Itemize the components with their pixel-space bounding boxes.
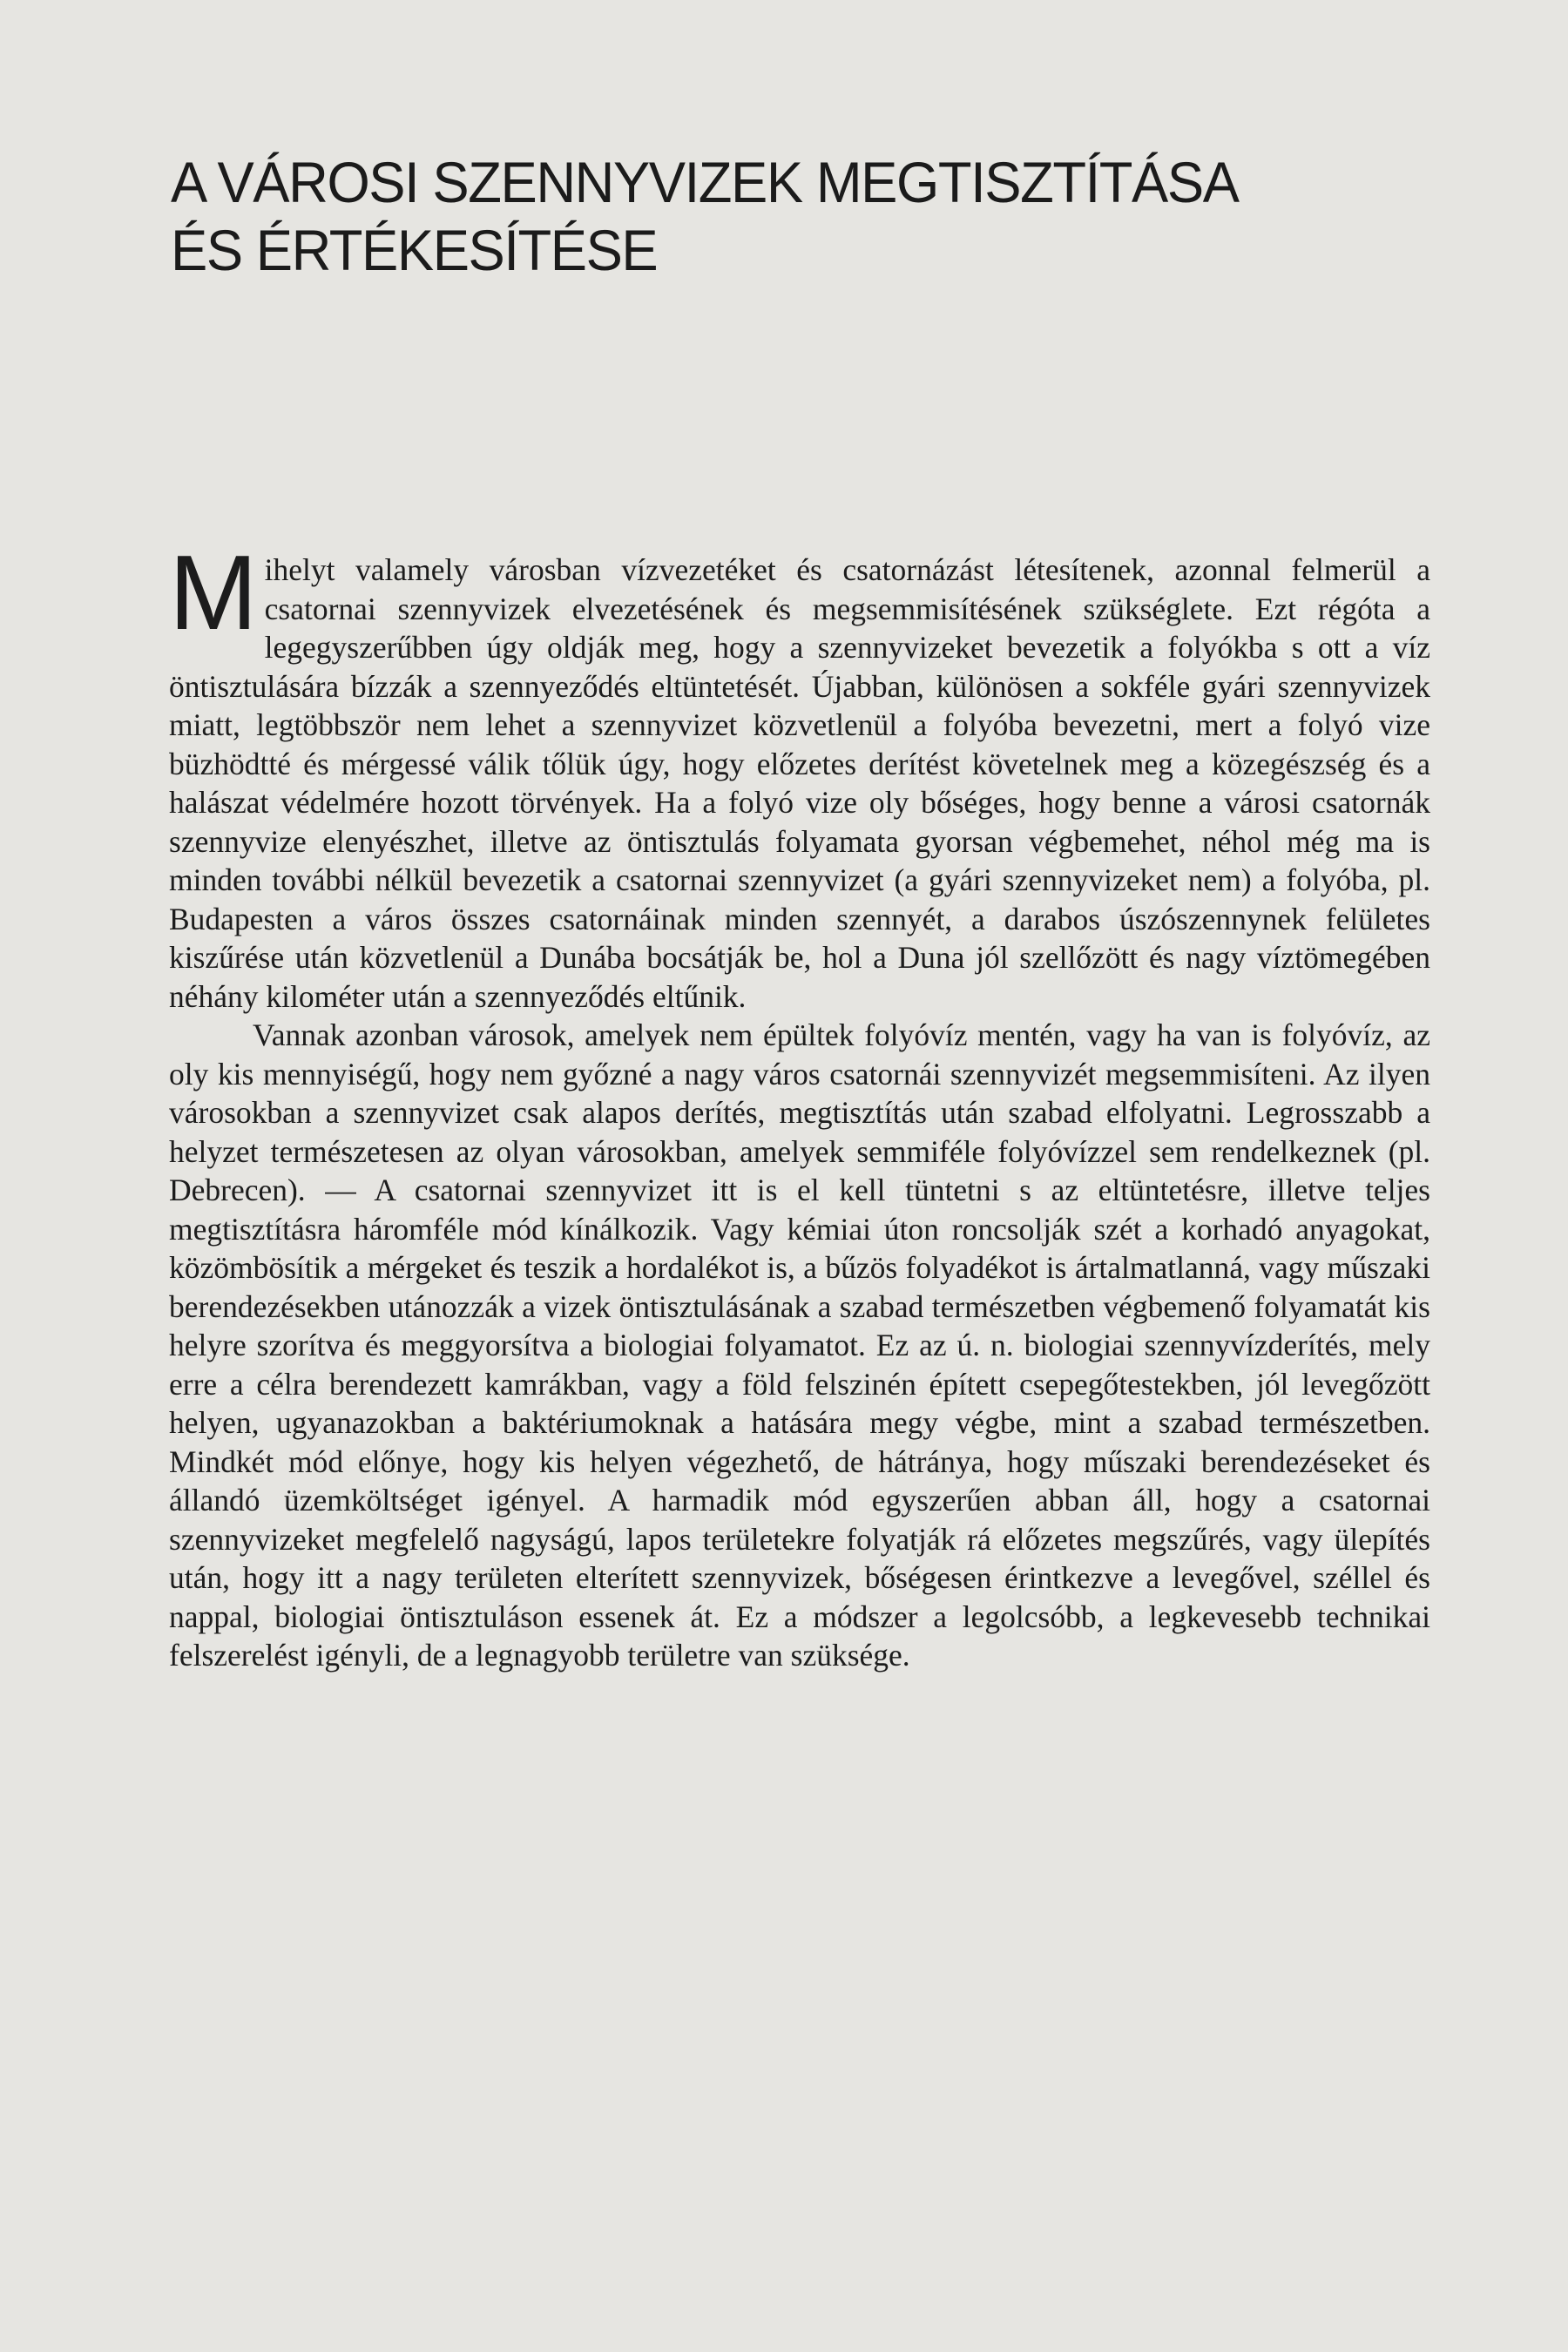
drop-cap: M bbox=[169, 533, 254, 652]
paragraph-2: Vannak azonban városok, amelyek nem épültek folyóvíz mentén, vagy ha van is folyóvíz, az oly kis mennyiségű, hogy nem győzné a nagy város csatornái szennyvizét megsemmisíteni. Az ilyen városokban a szennyvizet csak alapos derítés, megtisztítás után szabad elfolyatni. Legrosszabb a helyzet természetesen az olyan városokban, amelyek semmiféle folyóvízzel sem rendelkeznek (pl. Debrecen). — A csatornai szennyvizet itt is el kell tüntetni s az eltüntetésre, illetve teljes megtisztításra háromféle mód kínálkozik. Vagy kémiai úton roncsolják szét a korhadó anyagokat, közömbösítik a mérgeket és teszik a hordalékot is, a bűzös folyadékot is ártalmatlanná, vagy műszaki berendezésekben utánozzák a vizek öntisztulásának a szabad természetben végbemenő folyamatát kis helyre szorítva és meggyorsítva a biologiai folyamatot. Ez az ú. n. biologiai szennyvízderítés, mely erre a célra berendezett kamrákban, vagy a föld felszinén épített csepegőtestekben, jól levegőzött helyen, ugyanazokban a baktériumoknak a hatására megy végbe, mint a szabad természetben. Mindkét mód előnye, hogy kis helyen végezhető, de hátránya, hogy műszaki berendezéseket és állandó üzemköltséget igényel. A harmadik mód egyszerűen abban áll, hogy a csatornai szennyvizeket megfelelő nagyságú, lapos területekre folyatják rá előzetes megszűrés, vagy ülepítés után, hogy itt a nagy területen elterített szennyvizek, bőségesen érintkezve a levegővel, széllel és nappal, biologiai öntisztuláson essenek át. Ez a módszer a legolcsóbb, a legkevesebb technikai felszerelést igényli, de a legnagyobb területre van szüksége. bbox=[169, 1017, 1430, 1673]
article-body bbox=[169, 533, 1430, 1675]
article-title-line-2: ÉS ÉRTÉKESÍTÉSE bbox=[171, 218, 658, 282]
paragraph-1 bbox=[169, 533, 1430, 1016]
article-title bbox=[171, 148, 1392, 284]
article-title-line-1: A VÁROSI SZENNYVIZEK MEGTISZTÍTÁSA bbox=[171, 150, 1239, 214]
paragraph-1-text: ihelyt valamely városban vízvezetéket és csatornázást létesítenek, azonnal felmerül a csatornai szennyvizek elvezetésének és megsemmisítésének szükséglete. Ezt régóta a legegyszerűbben úgy oldják meg, hogy a szennyvizeket bevezetik a folyókba s ott a víz öntisztulására bízzák a szennyeződés eltüntetését. Újabban, különösen a sokféle gyári szennyvizek miatt, legtöbbször nem lehet a szennyvizet közvetlenül a folyóba bevezetni, mert a folyó vize büzhödtté és mérgessé válik tőlük úgy, hogy előzetes derítést követelnek meg a közegészség és a halászat védelmére hozott törvények. Ha a folyó vize oly bőséges, hogy benne a városi csatornák szennyvize elenyészhet, illetve az öntisztulás folyamata gyorsan végbemehet, néhol még ma is minden további nélkül bevezetik a csatornai szennyvizet (a gyári szennyvizeket nem) a folyóba, pl. Budapesten a város összes csatornáinak minden szennyét, a darabos úszószennynek felületes kiszűrése után közvetlenül a Dunába bocsátják be, hol a Duna jól szellőzött és nagy víztömegében néhány kilométer után a szennyeződés eltűnik. bbox=[169, 552, 1430, 1014]
